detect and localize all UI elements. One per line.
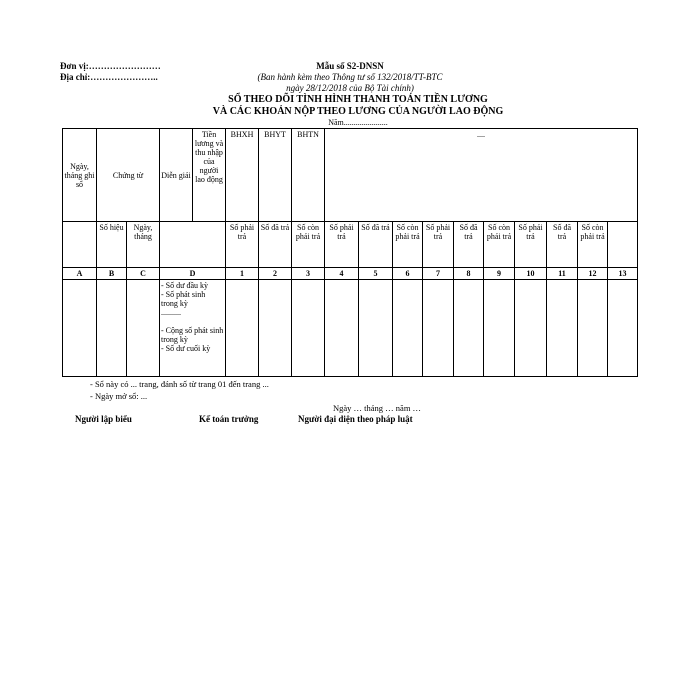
data-cell: [359, 280, 393, 377]
blank-cell: [608, 222, 638, 268]
sub-header: Số đã trả: [547, 222, 578, 268]
code-cell: D: [160, 268, 226, 280]
blank-cell: [63, 222, 97, 268]
data-cell: [127, 280, 160, 377]
signature-preparer: Người lập biểu: [75, 414, 132, 424]
signature-legal-representative: Người đại diện theo pháp luật: [298, 414, 413, 424]
col-header-date: Ngày, tháng ghi sổ: [63, 129, 97, 222]
data-cell: [325, 280, 359, 377]
sub-header: Số phải trả: [515, 222, 547, 268]
data-cell: [63, 280, 97, 377]
data-cell: [97, 280, 127, 377]
data-cell: [393, 280, 423, 377]
code-cell: 2: [259, 268, 292, 280]
code-cell: A: [63, 268, 97, 280]
data-cell: [608, 280, 638, 377]
data-cell: [578, 280, 608, 377]
code-cell: 12: [578, 268, 608, 280]
note-pages: - Sổ này có ... trang, đánh số từ trang 01 đến trang ...: [90, 379, 269, 389]
unit-label: Đơn vị:……………………: [60, 61, 161, 71]
code-cell: 11: [547, 268, 578, 280]
data-cell: [515, 280, 547, 377]
col-header-so-hieu: Số hiệu: [97, 222, 127, 268]
col-header-bhtn: BHTN: [292, 129, 325, 222]
sub-header: Số phải trả: [325, 222, 359, 268]
year-label: Năm......................: [328, 118, 388, 127]
signature-chief-accountant: Kế toán trưởng: [199, 414, 259, 424]
form-code: Mẫu số S2-DNSN: [316, 61, 384, 71]
signature-date: Ngày … tháng … năm …: [333, 403, 422, 413]
issued-by: (Ban hành kèm theo Thông tư số 132/2018/TT-BTC: [257, 72, 443, 82]
sub-header: Số còn phải trả: [484, 222, 515, 268]
line-period-arising: - Số phát sinh trong kỳ: [161, 290, 206, 308]
code-cell: 7: [423, 268, 454, 280]
blank-cell: [160, 222, 226, 268]
sub-header: Số phải trả: [226, 222, 259, 268]
address-label: Địa chỉ:…………………..: [60, 72, 158, 82]
code-cell: B: [97, 268, 127, 280]
data-cell: [259, 280, 292, 377]
col-header-voucher: Chứng từ: [97, 129, 160, 222]
code-cell: 1: [226, 268, 259, 280]
line-blank: [161, 317, 224, 326]
note-open-date: - Ngày mở sổ: ...: [90, 391, 148, 401]
ledger-table: [62, 128, 638, 377]
code-cell: 10: [515, 268, 547, 280]
issued-date: ngày 28/12/2018 của Bộ Tài chính): [286, 83, 414, 93]
col-header-bhyt: BHYT: [259, 129, 292, 222]
code-cell: 5: [359, 268, 393, 280]
data-cell: [454, 280, 484, 377]
sub-header: Số còn phải trả: [292, 222, 325, 268]
page-title-line2: VÀ CÁC KHOẢN NỘP THEO LƯƠNG CỦA NGƯỜI LAO ĐỘNG: [212, 106, 504, 117]
sub-header: Số còn phải trả: [393, 222, 423, 268]
page-title-line1: SỔ THEO DÕI TÌNH HÌNH THANH TOÁN TIỀN LƯƠNG: [228, 94, 488, 105]
data-cell: [484, 280, 515, 377]
data-cell: [547, 280, 578, 377]
sub-header: Số còn phải trả: [578, 222, 608, 268]
data-cell: [423, 280, 454, 377]
line-total-arising: - Cộng số phát sinh trong kỳ: [161, 326, 224, 344]
data-cell: [226, 280, 259, 377]
col-header-bhxh: BHXH: [226, 129, 259, 222]
code-cell: 4: [325, 268, 359, 280]
sub-header: Số phải trả: [423, 222, 454, 268]
line-closing-balance: - Số dư cuối kỳ: [161, 344, 211, 353]
sub-header: Số đã trả: [259, 222, 292, 268]
col-header-description: Diễn giải: [160, 129, 193, 222]
code-cell: 6: [393, 268, 423, 280]
sub-header: Số đã trả: [359, 222, 393, 268]
line-ellipsis: ..........: [161, 308, 182, 317]
code-cell: 8: [454, 268, 484, 280]
data-cell: [292, 280, 325, 377]
description-body: [160, 280, 226, 377]
col-header-salary: Tiền lương và thu nhập của người lao động: [193, 129, 226, 222]
sub-header: Số đã trả: [454, 222, 484, 268]
code-cell: 13: [608, 268, 638, 280]
code-cell: 9: [484, 268, 515, 280]
col-header-more: ....: [325, 129, 638, 222]
col-header-ngay-thang: Ngày, tháng: [127, 222, 160, 268]
line-opening-balance: - Số dư đầu kỳ: [161, 281, 209, 290]
code-cell: C: [127, 268, 160, 280]
code-cell: 3: [292, 268, 325, 280]
